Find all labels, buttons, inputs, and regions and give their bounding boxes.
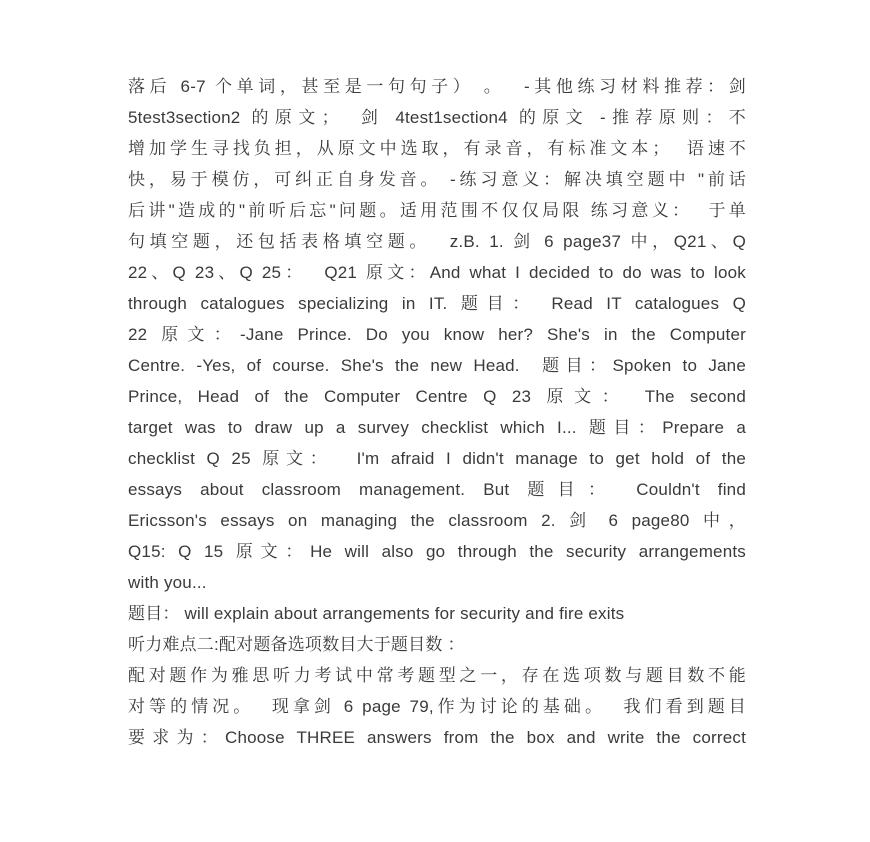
text-line: 配对题作为雅思听力考试中常考题型之一，存在选项数与题目数不能 — [128, 666, 746, 685]
text-block — [128, 71, 746, 753]
text-line: 增加学生寻找负担，从原文中选取，有录音，有标准文本； 语速不 — [128, 139, 746, 158]
text-line: Prince, Head of the Computer Centre Q 23 原文： The second — [128, 387, 746, 406]
text-line: 落后 6-7 个单词，甚至是一句句子） 。 -其他练习材料推荐：剑 — [128, 77, 746, 96]
text-line: Centre. -Yes, of course. She's the new Head. 题目：Spoken to Jane — [128, 356, 746, 375]
text-line: 句填空题，还包括表格填空题。 z.B. 1. 剑 6 page37 中，Q21、Q — [128, 232, 746, 251]
text-line: 22 原文：-Jane Prince. Do you know her? She's in the Computer — [128, 325, 746, 344]
text-line: through catalogues specializing in IT. 题目： Read IT catalogues Q — [128, 294, 746, 313]
text-line: 后讲"造成的"前听后忘"问题。适用范围不仅仅局限 练习意义： 于单 — [128, 201, 746, 220]
text-line: 22、Q 23、Q 25： Q21 原文：And what I decided to do was to look — [128, 263, 746, 282]
text-line: essays about classroom management. But 题目： Couldn't find — [128, 480, 746, 499]
text-line: 快，易于模仿，可纠正自身发音。 -练习意义：解决填空题中 "前话 — [128, 170, 746, 189]
text-line: Q15: Q 15 原文：He will also go through the security arrangements — [128, 542, 746, 561]
text-line: 听力难点二:配对题备选项数目大于题目数 ： — [128, 635, 465, 654]
text-line: target was to draw up a survey checklist which I... 题目：Prepare a — [128, 418, 746, 437]
text-line: 对等的情况。 现拿剑 6 page 79,作为讨论的基础。 我们看到题目 — [128, 697, 746, 716]
text-line: 题目： will explain about arrangements for security and fire exits — [128, 604, 625, 623]
text-line: Ericsson's essays on managing the classroom 2. 剑 6 page80 中， — [128, 511, 746, 530]
text-line: 5test3section2 的原文； 剑 4test1section4 的原文 -推荐原则：不 — [128, 108, 746, 127]
text-line: 要求为：Choose THREE answers from the box and write the correct — [128, 728, 746, 747]
text-line: with you... — [128, 573, 207, 592]
text-line: checklist Q 25 原文： I'm afraid I didn't manage to get hold of the — [128, 449, 746, 468]
